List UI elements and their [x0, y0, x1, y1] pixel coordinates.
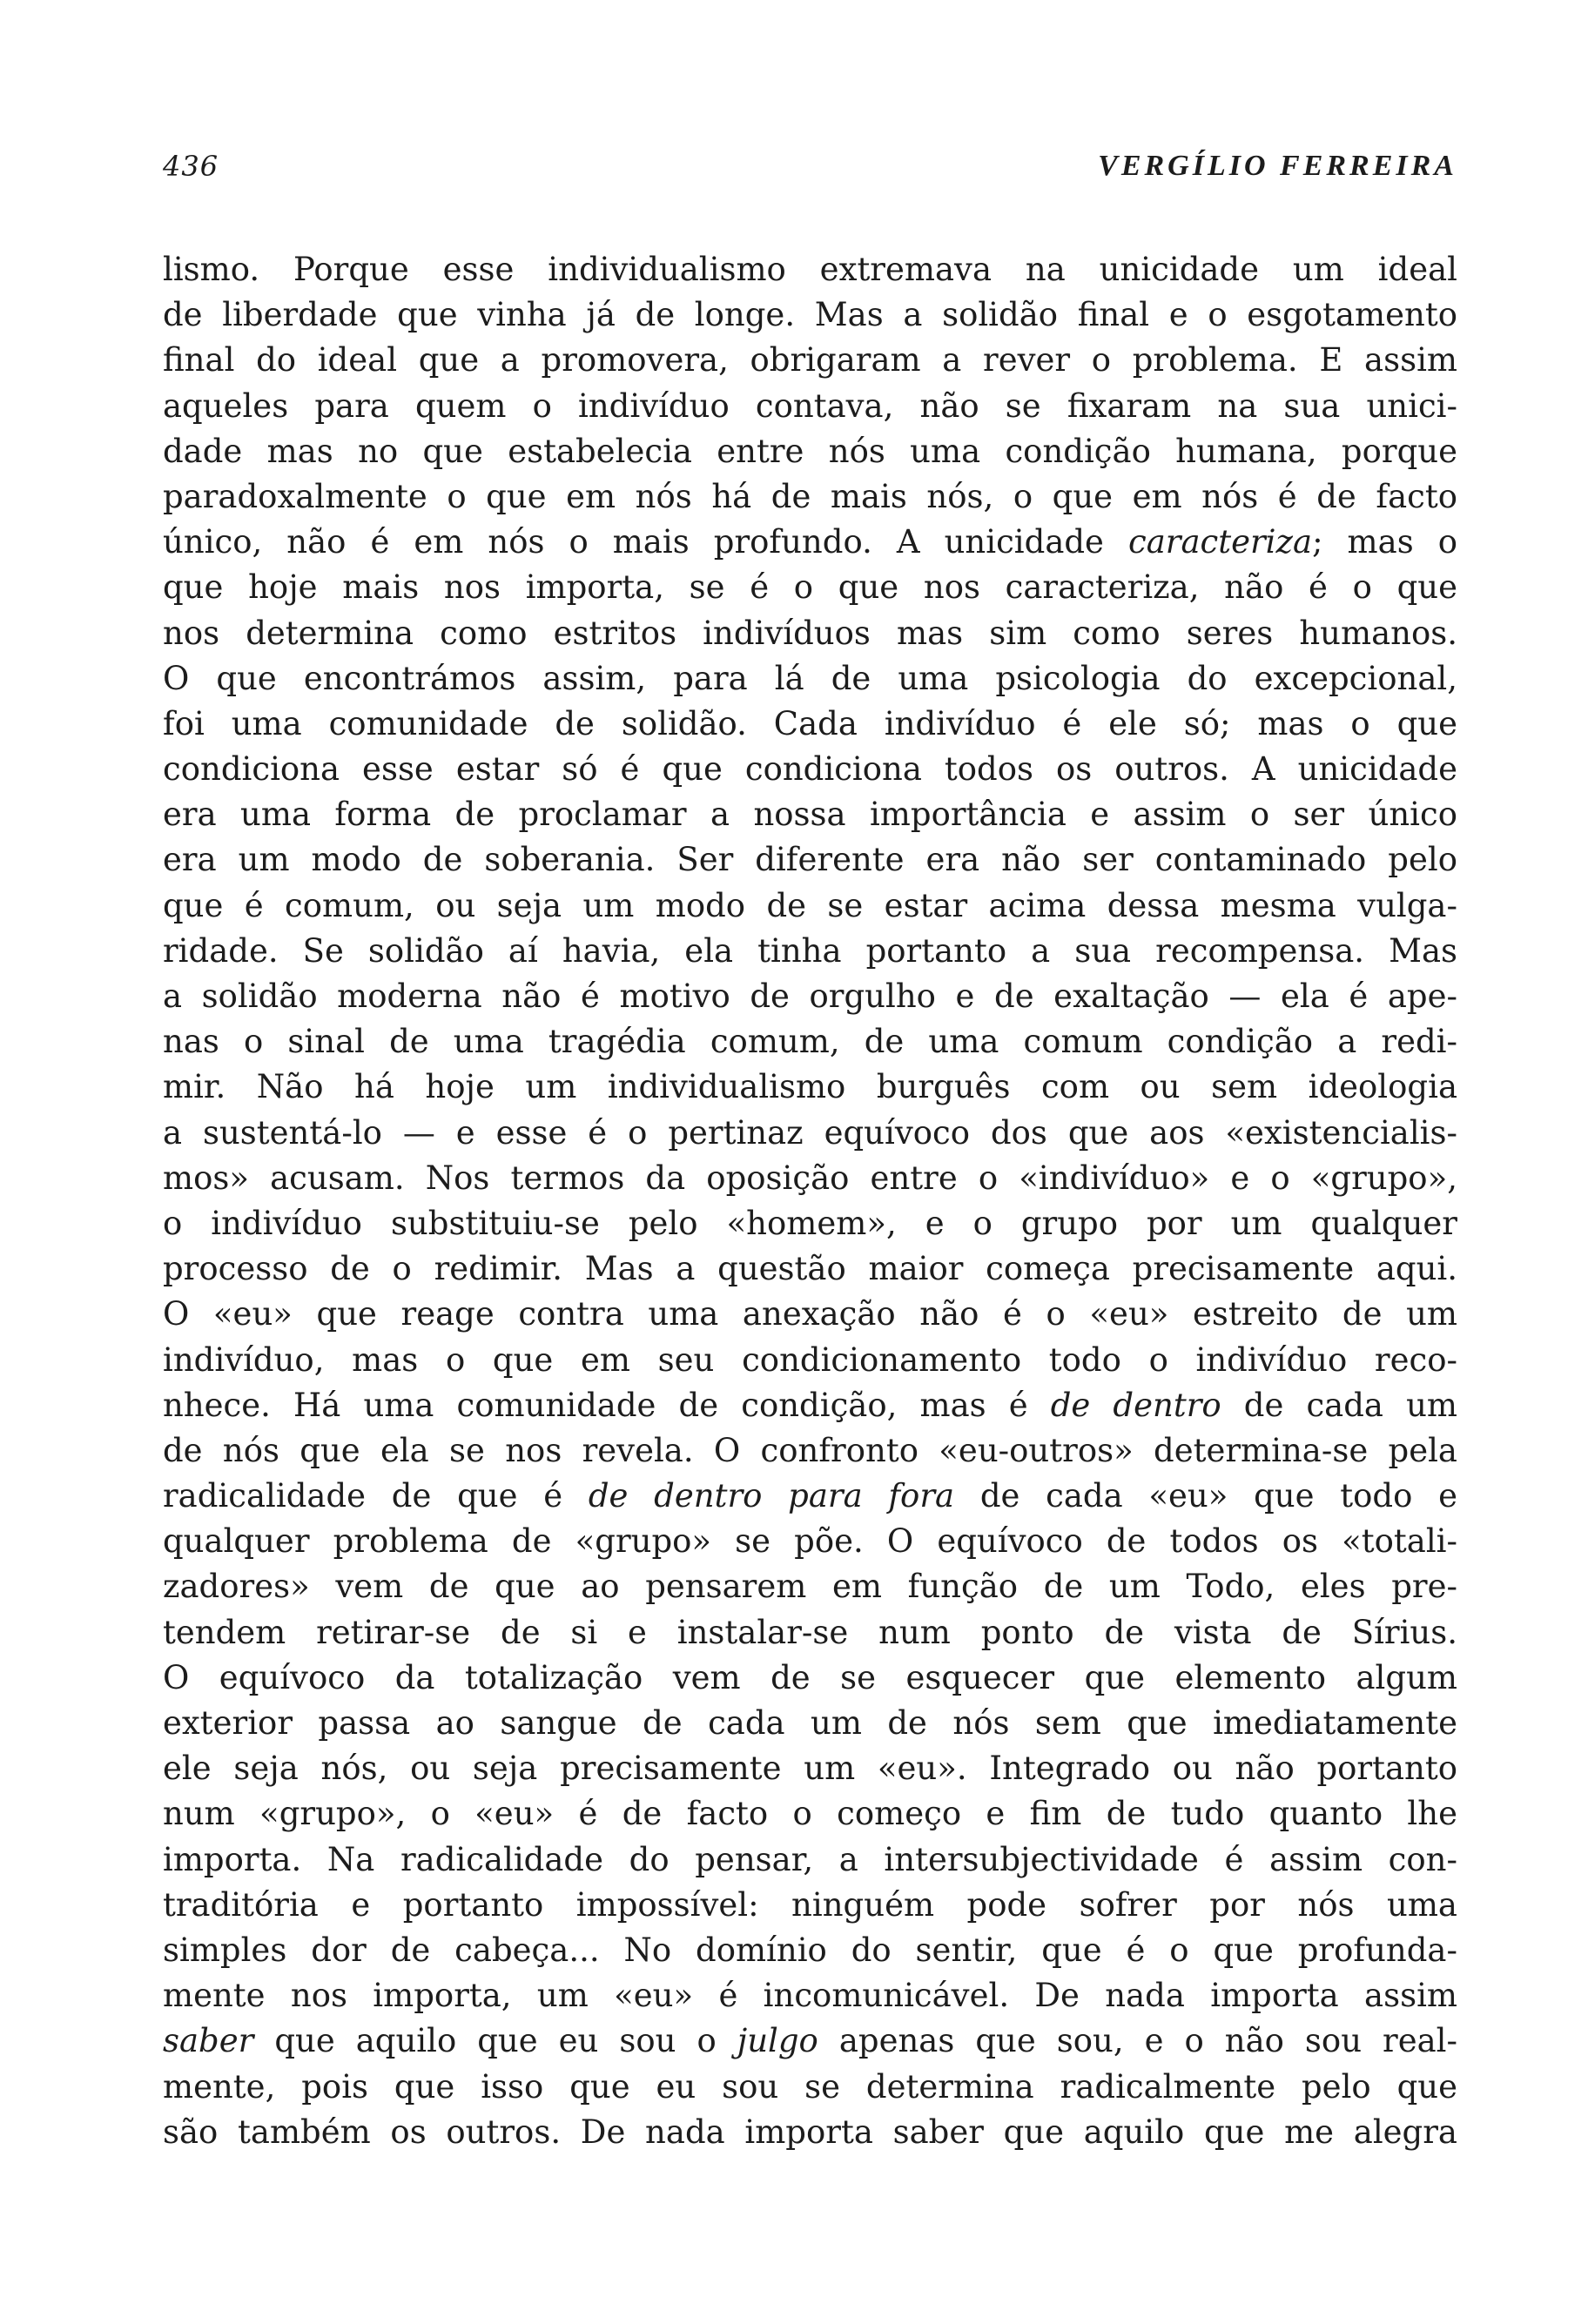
text-segment: O «eu» que reage contra uma anexação não é o «eu» estreito de um — [163, 1295, 1457, 1333]
running-head: VERGÍLIO FERREIRA — [1098, 150, 1457, 182]
text-segment: importa. Na radicalidade do pensar, a intersubjectividade é assim con- — [163, 1840, 1457, 1878]
italic-text: julgo — [737, 2022, 818, 2060]
text-segment: de cada um — [1221, 1386, 1457, 1424]
text-segment: mos» acusam. Nos termos da oposição entre o «indivíduo» e o «grupo», — [163, 1159, 1457, 1197]
italic-text: de dentro para fora — [588, 1477, 955, 1515]
text-segment: o indivíduo substituiu-se pelo «homem», e o grupo por um qualquer — [163, 1204, 1457, 1242]
text-line — [163, 2065, 1457, 2110]
text-segment: era um modo de soberania. Ser diferente era não ser contaminado pelo — [163, 841, 1457, 879]
italic-text: de dentro — [1050, 1386, 1221, 1424]
text-segment: mir. Não há hoje um individualismo burguês com ou sem ideologia — [163, 1068, 1457, 1106]
text-segment: processo de o redimir. Mas a questão maior começa precisamente aqui. — [163, 1250, 1457, 1288]
text-segment: ridade. Se solidão aí havia, ela tinha portanto a sua recompensa. Mas — [163, 931, 1457, 970]
text-segment: nas o sinal de uma tragédia comum, de uma comum condição a redi- — [163, 1023, 1457, 1061]
text-line — [163, 338, 1457, 383]
text-line — [163, 292, 1457, 338]
text-segment: tendem retirar-se de si e instalar-se num ponto de vista de Sírius. — [163, 1613, 1457, 1651]
text-line — [163, 1111, 1457, 1156]
text-line — [163, 1701, 1457, 1746]
text-line — [163, 429, 1457, 474]
text-segment: mente nos importa, um «eu» é incomunicável. De nada importa assim — [163, 1977, 1457, 2015]
text-line — [163, 1065, 1457, 1110]
text-line — [163, 384, 1457, 429]
text-segment: traditória e portanto impossível: ninguém pode sofrer por nós uma — [163, 1885, 1457, 1924]
text-line — [163, 474, 1457, 520]
text-line — [163, 1973, 1457, 2018]
italic-text: caracteriza — [1127, 523, 1313, 561]
text-segment: lismo. Porque esse individualismo extremava na unicidade um ideal — [163, 251, 1457, 288]
text-line — [163, 247, 1457, 292]
italic-text: saber — [163, 2022, 254, 2060]
body-text — [163, 247, 1457, 2155]
text-line — [163, 1383, 1457, 1428]
text-segment: ele seja nós, ou seja precisamente um «eu». Integrado ou não portanto — [163, 1750, 1457, 1788]
text-line — [163, 611, 1457, 656]
text-segment: a sustentá-lo — e esse é o pertinaz equívoco dos que aos «existencialis- — [163, 1113, 1457, 1152]
text-segment: final do ideal que a promovera, obrigaram a rever o problema. E assim — [163, 341, 1457, 379]
text-line — [163, 702, 1457, 747]
text-line — [163, 1246, 1457, 1292]
text-segment: foi uma comunidade de solidão. Cada indivíduo é ele só; mas o que — [163, 704, 1457, 742]
text-segment: a solidão moderna não é motivo de orgulho e de exaltação — ela é ape- — [163, 977, 1457, 1015]
text-line — [163, 656, 1457, 702]
text-segment: de nós que ela se nos revela. O confronto «eu-outros» determina-se pela — [163, 1431, 1457, 1469]
text-line — [163, 2018, 1457, 2064]
text-segment: simples dor de cabeça... No domínio do sentir, que é o que profunda- — [163, 1931, 1457, 1969]
text-segment: nos determina como estritos indivíduos mas sim como seres humanos. — [163, 614, 1457, 652]
text-line — [163, 747, 1457, 792]
text-segment: qualquer problema de «grupo» se põe. O equívoco de todos os «totali- — [163, 1522, 1457, 1561]
text-segment: dade mas no que estabelecia entre nós uma condição humana, porque — [163, 432, 1457, 470]
text-segment: indivíduo, mas o que em seu condicionamento todo o indivíduo reco- — [163, 1340, 1457, 1379]
text-segment: exterior passa ao sangue de cada um de nós sem que imediatamente — [163, 1704, 1457, 1742]
text-line — [163, 1474, 1457, 1519]
text-line — [163, 1019, 1457, 1065]
text-line — [163, 1883, 1457, 1928]
text-line — [163, 1837, 1457, 1883]
text-segment: num «grupo», o «eu» é de facto o começo e fim de tudo quanto lhe — [163, 1795, 1457, 1833]
text-segment: ; mas o — [1312, 523, 1457, 561]
text-segment: que hoje mais nos importa, se é o que nos caracteriza, não é o que — [163, 568, 1457, 607]
text-line — [163, 1928, 1457, 1973]
text-line — [163, 974, 1457, 1019]
text-segment: radicalidade de que é — [163, 1477, 589, 1515]
text-segment: O equívoco da totalização vem de se esquecer que elemento algum — [163, 1658, 1457, 1696]
text-segment: apenas que sou, e o não sou real- — [818, 2022, 1457, 2060]
text-line — [163, 929, 1457, 974]
text-line — [163, 1656, 1457, 1701]
text-segment: aqueles para quem o indivíduo contava, não se fixaram na sua unici- — [163, 386, 1457, 425]
text-line — [163, 1428, 1457, 1474]
text-line — [163, 883, 1457, 929]
text-line — [163, 792, 1457, 837]
page-number: 436 — [163, 150, 219, 183]
text-segment: paradoxalmente o que em nós há de mais nós, o que em nós é de facto — [163, 477, 1457, 515]
text-segment: zadores» vem de que ao pensarem em função de um Todo, eles pre- — [163, 1568, 1457, 1606]
text-line — [163, 1201, 1457, 1246]
text-line — [163, 1610, 1457, 1656]
text-segment: de cada «eu» que todo e — [954, 1477, 1457, 1515]
text-segment: nhece. Há uma comunidade de condição, mas é — [163, 1386, 1051, 1424]
text-line — [163, 1791, 1457, 1837]
text-line — [163, 1746, 1457, 1791]
page-header — [163, 150, 1457, 193]
text-segment: que é comum, ou seja um modo de se estar acima dessa mesma vulga- — [163, 886, 1457, 924]
text-line — [163, 1338, 1457, 1383]
text-line — [163, 837, 1457, 883]
text-line — [163, 520, 1457, 565]
text-segment: são também os outros. De nada importa saber que aquilo que me alegra — [163, 2112, 1457, 2151]
text-segment: que aquilo que eu sou o — [253, 2022, 737, 2060]
text-line — [163, 1564, 1457, 1609]
text-segment: era uma forma de proclamar a nossa importância e assim o ser único — [163, 796, 1457, 834]
text-segment: único, não é em nós o mais profundo. A unicidade — [163, 523, 1128, 561]
text-segment: O que encontrámos assim, para lá de uma psicologia do excepcional, — [163, 659, 1457, 697]
text-line — [163, 565, 1457, 610]
text-segment: de liberdade que vinha já de longe. Mas a solidão final e o esgotamento — [163, 296, 1457, 334]
text-segment: mente, pois que isso que eu sou se determina radicalmente pelo que — [163, 2067, 1457, 2106]
text-segment: condiciona esse estar só é que condiciona todos os outros. A unicidade — [163, 750, 1457, 789]
text-line — [163, 1519, 1457, 1564]
text-line — [163, 1156, 1457, 1201]
text-line — [163, 1292, 1457, 1337]
text-line — [163, 2110, 1457, 2155]
